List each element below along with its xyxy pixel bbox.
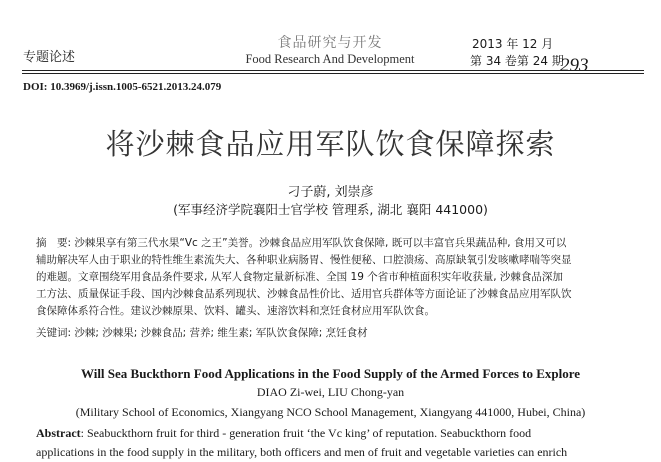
page-number: 293: [560, 55, 589, 76]
affiliation-cn: (军事经济学院襄阳士官学校 管理系, 湖北 襄阳 441000): [173, 202, 488, 217]
abstract-cn-line: 的难题。文章围绕军用食品条件要求, 从军人食物定量新标准、全国 19 个省市种植面积实年收获量, 沙棘食品深加: [36, 271, 563, 283]
authors-en: DIAO Zi-wei, LIU Chong-yan: [256, 385, 405, 399]
issue-date: 2013 年 12 月: [472, 37, 554, 51]
abstract-en: [36, 424, 628, 462]
header-rule-bottom: [22, 73, 644, 74]
abstract-cn-line: 食保障体系符合性。建议沙棘原果、饮料、罐头、速溶饮料和烹饪食材应用军队饮食。: [36, 305, 435, 317]
section-label: 专题论述: [23, 50, 76, 65]
issue-volume: 第 34 卷第 24 期: [470, 54, 564, 68]
abstract-en-line: applications in the food supply in the military, both officers and men of fruit and vegetable varieties can enrich: [36, 445, 568, 459]
doi: DOI: 10.3969/j.issn.1005-6521.2013.24.079: [23, 81, 222, 93]
abstract-cn: [36, 235, 608, 320]
abstract-cn-line: 工方法、质量保证手段、国内沙棘食品系列现状、沙棘食品性价比、适用官兵群体等方面论证了沙棘食品应用军队饮: [36, 288, 572, 300]
abstract-en-label: Abstract: [36, 426, 81, 440]
header-rule-top: [22, 70, 644, 71]
title-cn: 将沙棘食品应用军队饮食保障探索: [105, 127, 556, 161]
journal-name-en: Food Research And Development: [245, 52, 415, 66]
abstract-cn-line: 辅助解决军人由于职业的特性维生素流失大、各种职业病肠胃、慢性便秘、口腔溃疡、高原缺氧引发咳嗽哮喘等突显: [36, 254, 572, 266]
keywords-cn: 关键词: 沙棘; 沙棘果; 沙棘食品; 营养; 维生素; 军队饮食保障; 烹饪食材: [36, 327, 368, 339]
abstract-en-text: : Seabuckthorn fruit for third - generation fruit ‘the Vc king’ of reputation. Seabuckthorn food: [80, 426, 532, 440]
abstract-en-line: [36, 424, 628, 443]
journal-name-cn: 食品研究与开发: [277, 35, 383, 51]
authors-cn: 刁子蔚, 刘崇彦: [287, 185, 374, 200]
abstract-cn-label: 摘 要:: [36, 237, 72, 249]
abstract-cn-text: 沙棘果享有第三代水果“Vc 之王”美誉。沙棘食品应用军队饮食保障, 既可以丰富官兵果蔬品种, 食用又可以: [74, 237, 567, 249]
abstract-cn-line: [36, 235, 608, 252]
affiliation-en: (Military School of Economics, Xiangyang NCO School Management, Xiangyang 441000, Hubei, China): [75, 405, 586, 419]
title-en: Will Sea Buckthorn Food Applications in the Food Supply of the Armed Forces to Explore: [80, 366, 581, 381]
